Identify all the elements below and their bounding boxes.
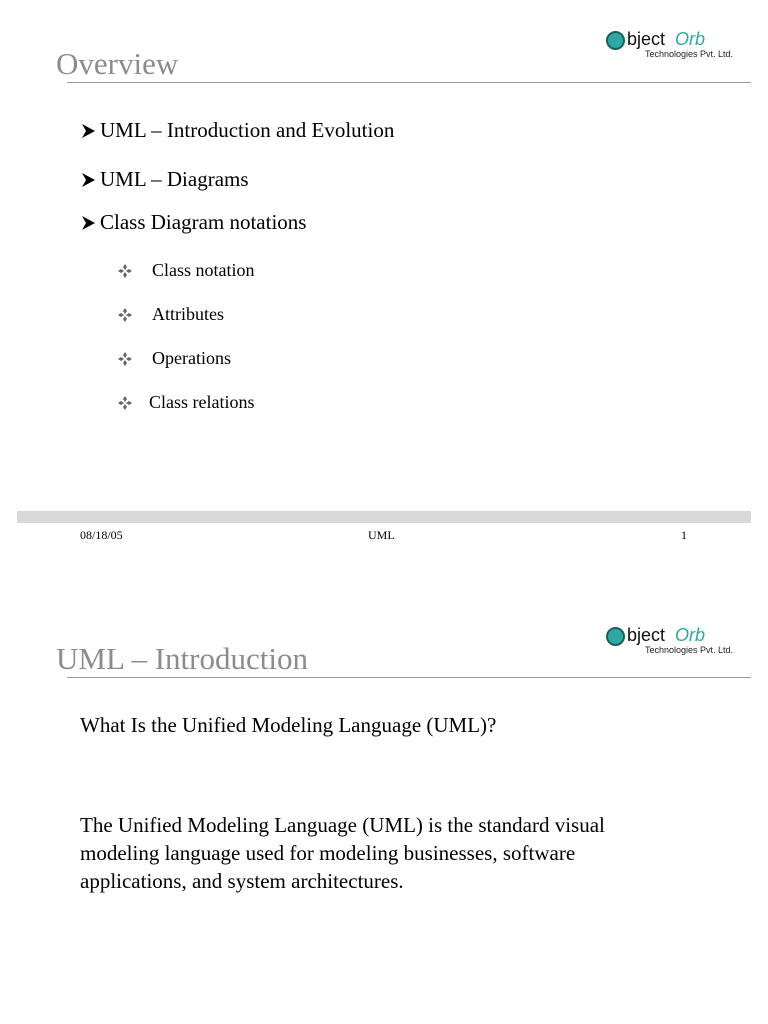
logo-subtitle: Technologies Pvt. Ltd. <box>645 49 734 59</box>
slide2-title-rule <box>67 677 751 678</box>
slide1-title-rule <box>67 82 751 83</box>
logo-orb: Orb <box>675 29 706 49</box>
slide1-footer-bar <box>17 511 751 523</box>
sub-bullet-text: Operations <box>152 348 231 368</box>
bullet-item <box>80 210 306 235</box>
sub-bullet-item <box>118 348 231 369</box>
bullet-item <box>80 118 394 143</box>
logo-word: bject <box>627 625 666 645</box>
diamond-bullet-icon <box>118 308 132 322</box>
sub-bullet-item <box>118 260 255 281</box>
bullet-text: UML – Diagrams <box>100 167 249 191</box>
arrow-bullet-icon <box>80 172 96 188</box>
footer-date: 08/18/05 <box>80 528 123 542</box>
logo-word: bject <box>627 29 666 49</box>
sub-bullet-text: Attributes <box>152 304 224 324</box>
footer-center: UML <box>368 528 395 542</box>
company-logo <box>606 29 756 69</box>
slide2-paragraph: The Unified Modeling Language (UML) is the standard visual modeling language used for modeling businesses, software applications, and system architectures. <box>80 813 605 893</box>
diamond-bullet-icon <box>118 396 132 410</box>
logo-circle-icon <box>606 627 625 646</box>
slide1-title: Overview <box>56 46 179 81</box>
logo-subtitle: Technologies Pvt. Ltd. <box>645 645 734 655</box>
company-logo <box>606 625 756 665</box>
sub-bullet-text: Class notation <box>152 260 255 280</box>
slide2-question: What Is the Unified Modeling Language (UML)? <box>80 713 497 737</box>
bullet-text: UML – Introduction and Evolution <box>100 118 395 142</box>
sub-bullet-text: Class relations <box>149 392 255 412</box>
logo-orb: Orb <box>675 625 706 645</box>
bullet-item <box>80 167 249 192</box>
footer-page-number: 1 <box>681 528 687 542</box>
diamond-bullet-icon <box>118 264 132 278</box>
arrow-bullet-icon <box>80 215 96 231</box>
bullet-text: Class Diagram notations <box>100 210 307 234</box>
slide2-title: UML – Introduction <box>56 641 308 676</box>
diamond-bullet-icon <box>118 352 132 366</box>
arrow-bullet-icon <box>80 123 96 139</box>
sub-bullet-item <box>118 392 255 413</box>
sub-bullet-item <box>118 304 224 325</box>
logo-circle-icon <box>606 31 625 50</box>
